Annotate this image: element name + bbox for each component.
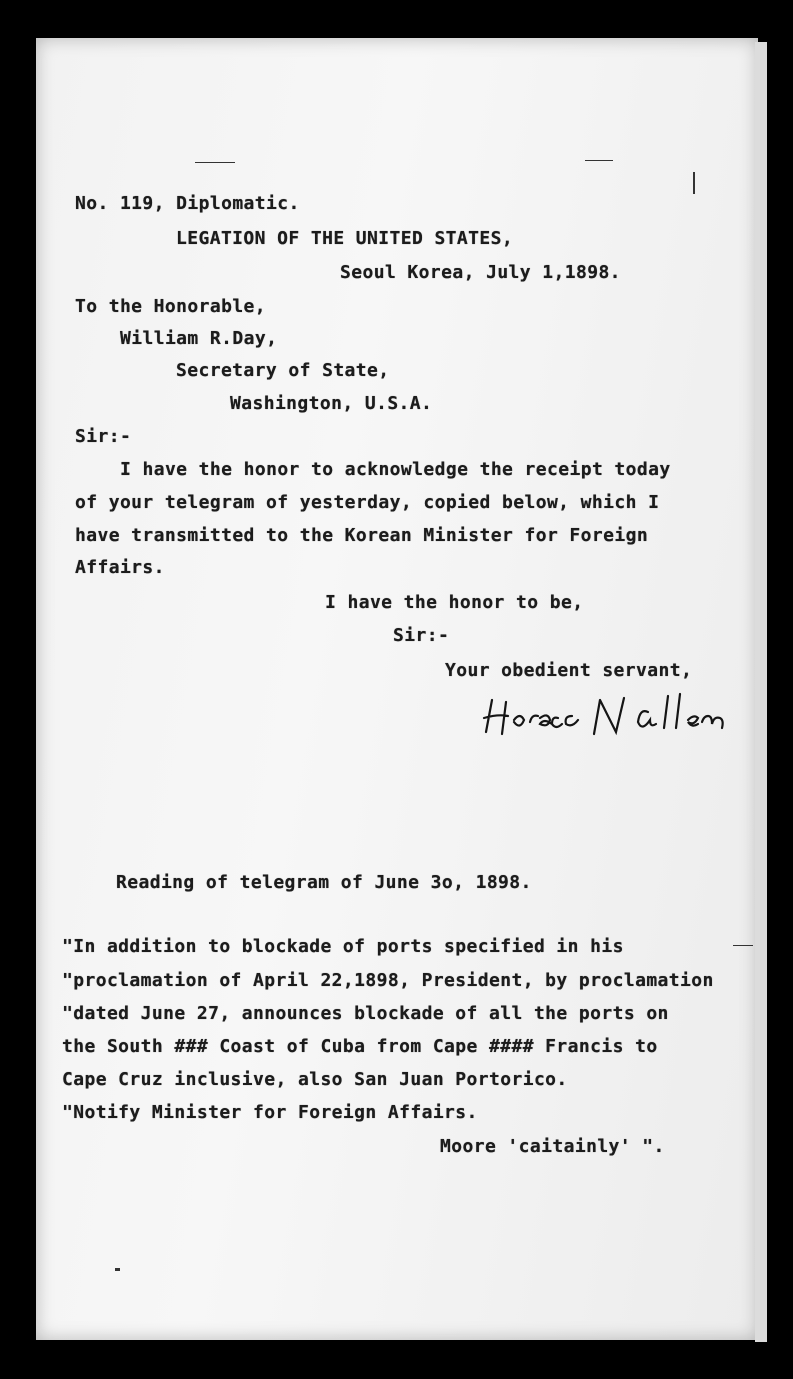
despatch-number: No. 119, Diplomatic. [75,193,300,214]
telegram-line: "dated June 27, announces blockade of all the ports on [62,1003,669,1024]
body-line: have transmitted to the Korean Minister for Foreign [75,525,649,546]
body-line: Affairs. [75,557,165,578]
stray-mark [693,172,695,194]
telegram-line: "Notify Minister for Foreign Affairs. [62,1102,478,1123]
closing-line: Sir:- [393,625,450,646]
handwritten-signature [478,688,758,748]
telegram-heading: Reading of telegram of June 3o, 1898. [116,872,532,893]
addressee-line: To the Honorable, [75,296,267,317]
stray-mark [585,160,613,161]
addressee-line: Secretary of State, [176,360,390,381]
closing-line: I have the honor to be, [325,592,584,613]
closing-line: Your obedient servant, [445,660,693,681]
body-line: of your telegram of yesterday, copied below, which I [75,492,660,513]
legation-heading: LEGATION OF THE UNITED STATES, [176,228,514,249]
body-line: I have the honor to acknowledge the receipt today [120,459,671,480]
addressee-line: Washington, U.S.A. [230,393,433,414]
telegram-line: the South ### Coast of Cuba from Cape #### Francis to [62,1036,658,1057]
telegram-line: Moore 'caitainly' ". [440,1136,665,1157]
telegram-line: "proclamation of April 22,1898, President, by proclamation [62,970,714,991]
addressee-line: William R.Day, [120,328,278,349]
place-date: Seoul Korea, July 1,1898. [340,262,621,283]
salutation: Sir:- [75,426,132,447]
telegram-line: "In addition to blockade of ports specified in his [62,936,624,957]
telegram-line: Cape Cruz inclusive, also San Juan Portorico. [62,1069,568,1090]
stray-mark [733,945,753,946]
stray-mark [115,1268,120,1271]
stray-mark [195,162,235,163]
